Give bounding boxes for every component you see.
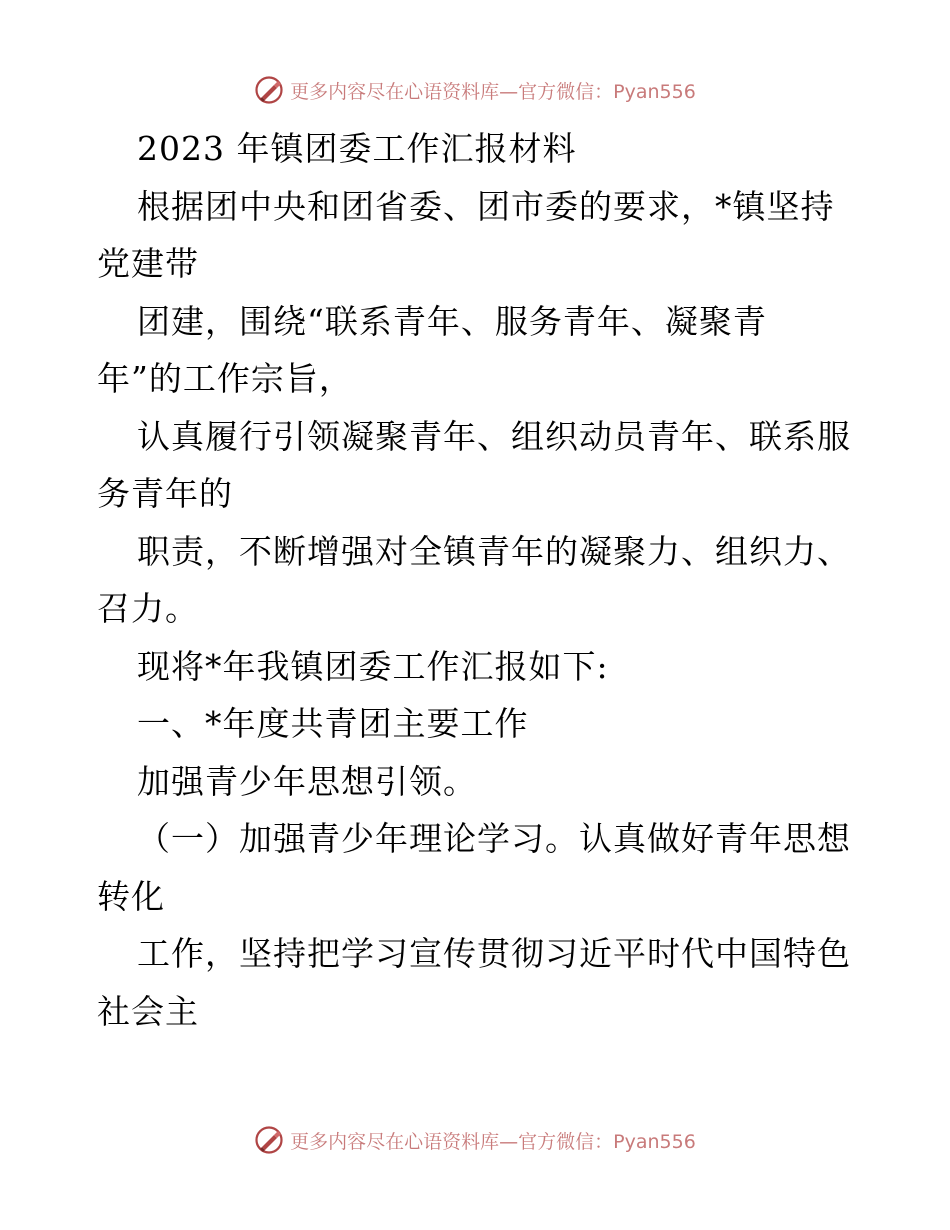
text-line: 党建带 — [97, 244, 199, 283]
footer-watermark — [0, 1120, 950, 1160]
text-line: 职责，不断增强对全镇青年的凝聚力、组织力、 — [137, 531, 851, 571]
document-body — [97, 120, 897, 1040]
text-line: 工作，坚持把学习宣传贯彻习近平时代中国特色 — [137, 934, 851, 973]
text-line: 现将*年我镇团委工作汇报如下: — [137, 646, 609, 686]
text-line: 社会主 — [97, 991, 199, 1031]
watermark-text: 更多内容尽在心语资料库—官方微信：Pyan556 — [290, 1130, 696, 1153]
text-line: 一、*年度共青团主要工作 — [137, 704, 529, 743]
text-line: 年”的工作宗旨， — [97, 359, 353, 398]
text-line: 转化 — [97, 876, 165, 916]
text-line: 根据团中央和团省委、团市委的要求，*镇坚持 — [137, 186, 835, 226]
pen-logo-icon — [254, 1125, 284, 1155]
text-line: 召力。 — [97, 589, 199, 628]
text-line: 认真履行引领凝聚青年、组织动员青年、联系服 — [137, 416, 851, 456]
text-line: 务青年的 — [97, 474, 233, 513]
text-line: 团建，围绕“联系青年、服务青年、凝聚青 — [137, 301, 767, 341]
text-line: （一）加强青少年理论学习。认真做好青年思想 — [137, 819, 851, 858]
header-watermark — [0, 70, 950, 110]
text-line: 2023 年镇团委工作汇报材料 — [137, 129, 577, 168]
watermark-text: 更多内容尽在心语资料库—官方微信：Pyan556 — [290, 80, 696, 103]
text-line: 加强青少年思想引领。 — [137, 761, 477, 801]
pen-logo-icon — [254, 75, 284, 105]
